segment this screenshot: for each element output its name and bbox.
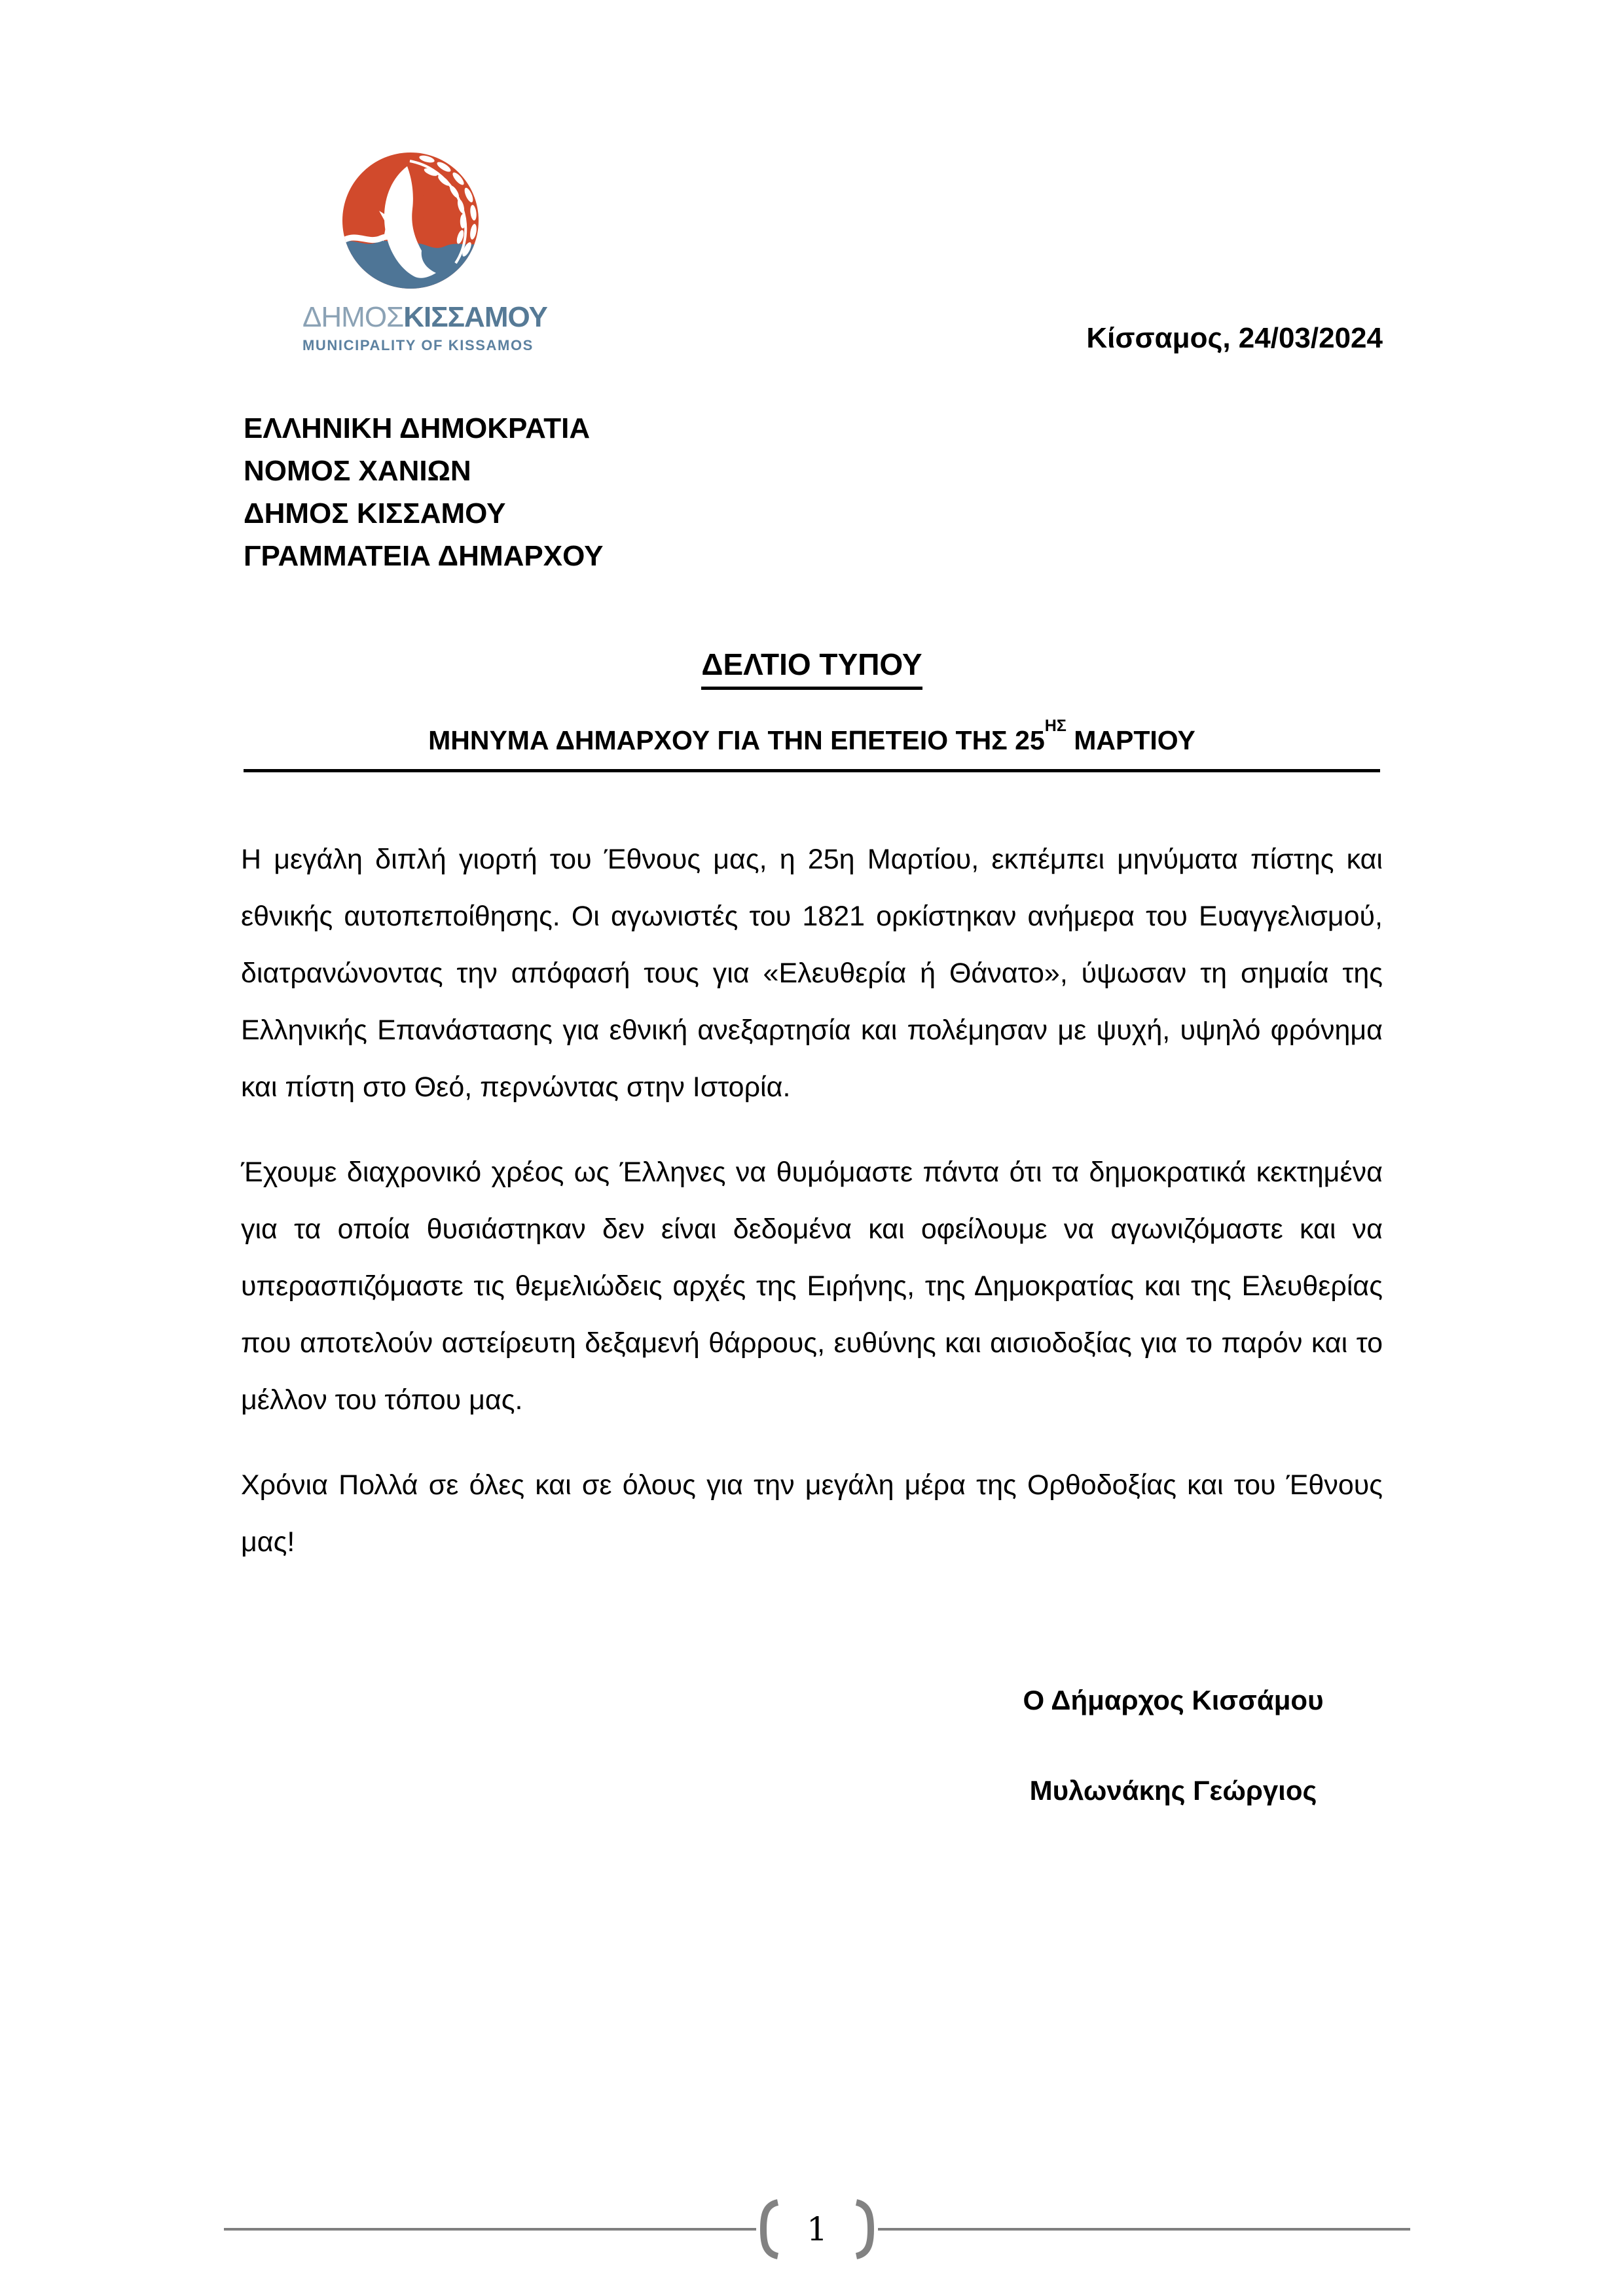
letterhead-line-municipality: ΔΗΜΟΣ ΚΙΣΣΑΜΟΥ: [244, 497, 506, 529]
press-release-subtitle: [428, 716, 1195, 755]
signature-name: Μυλωνάκης Γεώργιος: [1029, 1775, 1317, 1806]
subtitle-row: [244, 716, 1380, 772]
paragraph-3: Χρόνια Πολλά σε όλες και σε όλους για την μεγάλη μέρα της Ορθοδοξίας και του Έθνους μας!: [241, 1469, 1383, 1558]
footer-rule-right: [878, 2228, 1410, 2231]
page-number-bracket-left-icon: [756, 2198, 781, 2261]
paragraph-1: Η μεγάλη διπλή γιορτή του Έθνους μας, η 25η Μαρτίου, εκπέμπει μηνύματα πίστης και εθνικής αυτοπεποίθησης. Οι αγωνιστές του 1821 ορκίστηκαν ανήμερα του Ευαγγελισμού, διατρανώνοντας την απόφασή τους για «Ελευθερία ή Θάνατο», ύψωσαν τη σημαία της Ελληνικής Επανάστασης για εθνική ανεξαρτησία και πολέμησαν με ψυχή, υψηλό φρόνημα και πίστη στο Θεό, περνώντας στην Ιστορία.: [241, 844, 1383, 1103]
signature-role: Ο Δήμαρχος Κισσάμου: [1023, 1685, 1324, 1715]
press-release-title-row: [244, 647, 1380, 690]
subtitle-text: ΜΗΝΥΜΑ ΔΗΜΑΡΧΟΥ ΓΙΑ ΤΗΝ ΕΠΕΤΕΙΟ ΤΗΣ 25: [428, 725, 1045, 755]
logo-wordmark-greek: [302, 301, 547, 333]
letter-body: [241, 831, 1383, 1599]
letterhead-line-secretariat: ΓΡΑΜΜΑΤΕΙΑ ΔΗΜΑΡΧΟΥ: [244, 540, 604, 572]
kissamos-emblem-icon: [338, 148, 483, 293]
press-release-title: ΔΕΛΤΙΟ ΤΥΠΟΥ: [701, 647, 922, 690]
page-number: 1: [807, 2210, 828, 2248]
page-number-bracket-right-icon: [853, 2198, 878, 2261]
logo-wordmark-english: MUNICIPALITY OF KISSAMOS: [302, 337, 534, 354]
logo-wordmark-kissamou: ΚΙΣΣΑΜΟΥ: [403, 301, 547, 333]
logo-wordmark-dimos: ΔΗΜΟΣ: [302, 301, 404, 333]
date-line: Κίσσαμος, 24/03/2024: [1086, 322, 1383, 354]
footer-rule-left: [224, 2228, 756, 2231]
subtitle-superscript: ΗΣ: [1044, 716, 1067, 735]
paragraph-2: Έχουμε διαχρονικό χρέος ως Έλληνες να θυμόμαστε πάντα ότι τα δημοκρατικά κεκτημένα για τα οποία θυσιάστηκαν δεν είναι δεδομένα και οφείλουμε να αγωνιζόμαστε και να υπερασπιζόμαστε τις θεμελιώδεις αρχές της Ειρήνης, της Δημοκρατίας και της Ελευθερίας που αποτελούν αστείρευτη δεξαμενή θάρρους, ευθύνης και αισιοδοξίας για το παρόν και το μέλλον του τόπου μας.: [241, 1157, 1383, 1416]
letterhead: [244, 407, 603, 577]
municipality-logo: [302, 148, 547, 354]
letterhead-line-prefecture: ΝΟΜΟΣ ΧΑΝΙΩΝ: [244, 455, 471, 487]
letterhead-line-republic: ΕΛΛΗΝΙΚΗ ΔΗΜΟΚΡΑΤΙΑ: [244, 412, 591, 444]
page-footer: [224, 2198, 1410, 2261]
signature-block: [846, 1685, 1501, 1806]
subtitle-text-rest: ΜΑΡΤΙΟΥ: [1066, 725, 1195, 755]
